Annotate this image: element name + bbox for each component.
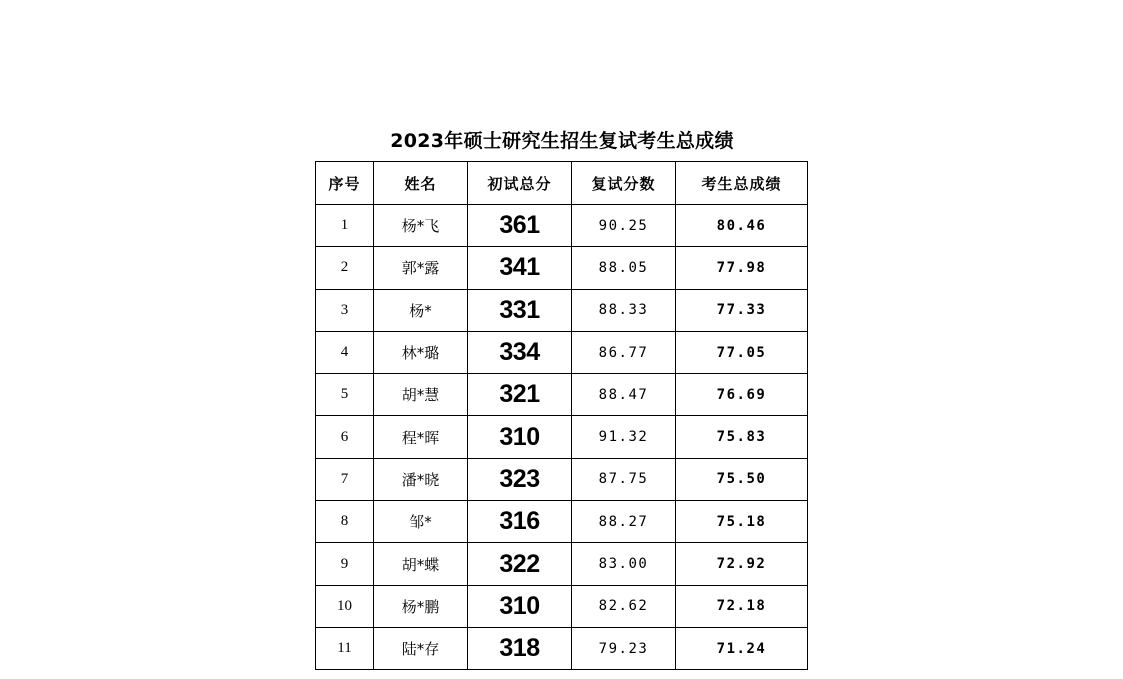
cell-retest-score: 88.33: [572, 289, 676, 331]
cell-name: 陆*存: [374, 627, 468, 669]
score-table: [315, 161, 808, 670]
table-row: [316, 416, 808, 458]
cell-seq: 7: [316, 458, 374, 500]
cell-seq: 6: [316, 416, 374, 458]
table-body: [316, 205, 808, 670]
cell-total-score: 75.18: [676, 501, 808, 543]
cell-retest-score: 83.00: [572, 543, 676, 585]
header-initial-score: 初试总分: [468, 162, 572, 205]
cell-total-score: 77.33: [676, 289, 808, 331]
cell-seq: 3: [316, 289, 374, 331]
cell-retest-score: 90.25: [572, 205, 676, 247]
cell-initial-score: 331: [468, 289, 572, 331]
cell-initial-score: 341: [468, 247, 572, 289]
cell-name: 潘*晓: [374, 458, 468, 500]
cell-total-score: 80.46: [676, 205, 808, 247]
cell-total-score: 72.92: [676, 543, 808, 585]
table-row: [316, 247, 808, 289]
cell-retest-score: 88.27: [572, 501, 676, 543]
cell-seq: 5: [316, 374, 374, 416]
cell-retest-score: 79.23: [572, 627, 676, 669]
table-row: [316, 543, 808, 585]
cell-name: 胡*蝶: [374, 543, 468, 585]
cell-seq: 9: [316, 543, 374, 585]
header-seq: 序号: [316, 162, 374, 205]
cell-initial-score: 334: [468, 331, 572, 373]
cell-total-score: 71.24: [676, 627, 808, 669]
cell-initial-score: 323: [468, 458, 572, 500]
cell-retest-score: 82.62: [572, 585, 676, 627]
cell-initial-score: 310: [468, 416, 572, 458]
table-row: [316, 289, 808, 331]
table-row: [316, 458, 808, 500]
cell-name: 程*晖: [374, 416, 468, 458]
cell-total-score: 77.05: [676, 331, 808, 373]
table-row: [316, 374, 808, 416]
cell-retest-score: 86.77: [572, 331, 676, 373]
cell-retest-score: 88.47: [572, 374, 676, 416]
cell-initial-score: 310: [468, 585, 572, 627]
cell-name: 杨*: [374, 289, 468, 331]
document-title: 2023年硕士研究生招生复试考生总成绩: [390, 130, 734, 152]
cell-name: 邹*: [374, 501, 468, 543]
cell-seq: 11: [316, 627, 374, 669]
cell-seq: 10: [316, 585, 374, 627]
header-name: 姓名: [374, 162, 468, 205]
cell-name: 杨*鹏: [374, 585, 468, 627]
cell-name: 胡*慧: [374, 374, 468, 416]
table-row: [316, 331, 808, 373]
cell-name: 林*璐: [374, 331, 468, 373]
cell-name: 郭*露: [374, 247, 468, 289]
table-row: [316, 205, 808, 247]
header-total-score: 考生总成绩: [676, 162, 808, 205]
cell-name: 杨*飞: [374, 205, 468, 247]
cell-retest-score: 91.32: [572, 416, 676, 458]
cell-seq: 1: [316, 205, 374, 247]
cell-total-score: 75.83: [676, 416, 808, 458]
table-row: [316, 627, 808, 669]
cell-initial-score: 316: [468, 501, 572, 543]
table-header-row: [316, 162, 808, 205]
cell-seq: 8: [316, 501, 374, 543]
cell-retest-score: 88.05: [572, 247, 676, 289]
header-retest-score: 复试分数: [572, 162, 676, 205]
cell-total-score: 77.98: [676, 247, 808, 289]
table-row: [316, 501, 808, 543]
cell-seq: 4: [316, 331, 374, 373]
cell-initial-score: 321: [468, 374, 572, 416]
cell-total-score: 76.69: [676, 374, 808, 416]
cell-initial-score: 322: [468, 543, 572, 585]
cell-total-score: 72.18: [676, 585, 808, 627]
cell-initial-score: 361: [468, 205, 572, 247]
cell-initial-score: 318: [468, 627, 572, 669]
cell-seq: 2: [316, 247, 374, 289]
cell-retest-score: 87.75: [572, 458, 676, 500]
cell-total-score: 75.50: [676, 458, 808, 500]
table-row: [316, 585, 808, 627]
